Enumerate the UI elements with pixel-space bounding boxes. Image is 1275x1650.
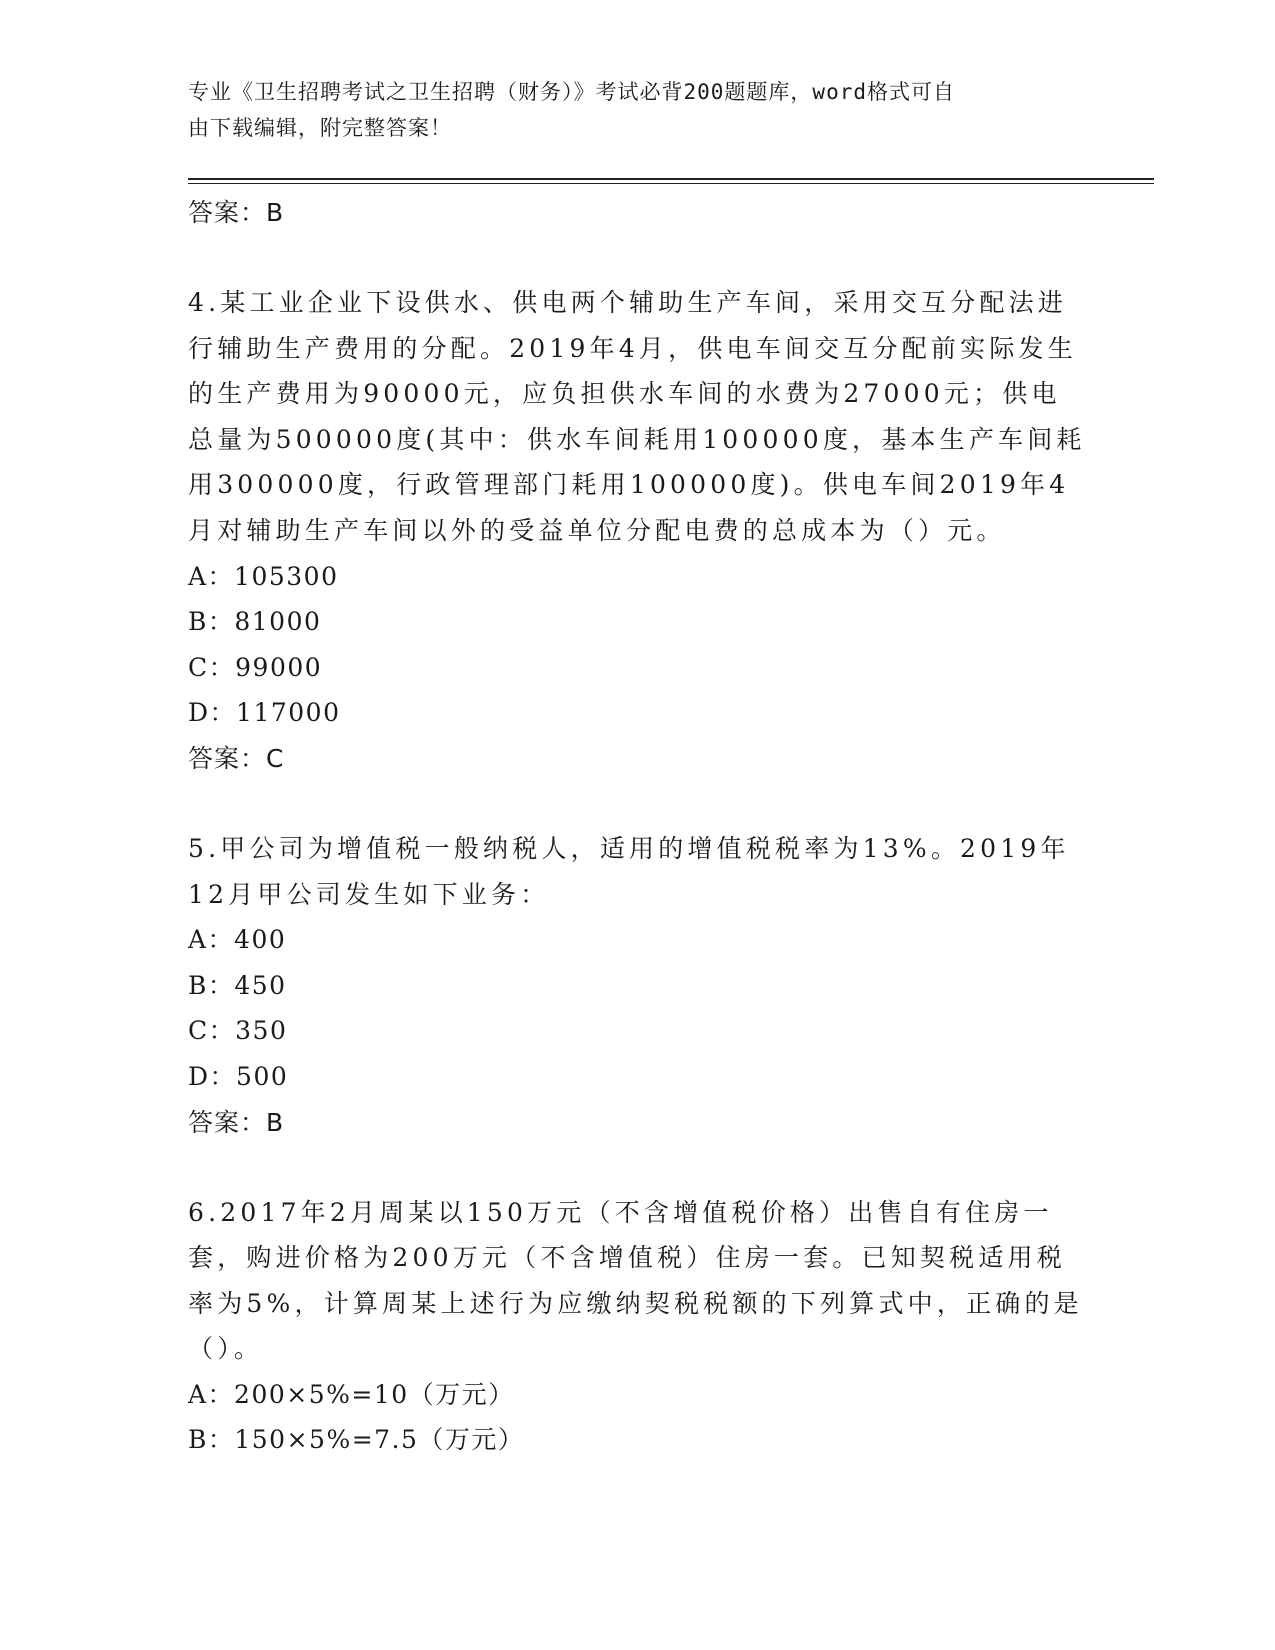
question-4 [188,280,1088,782]
spacer [188,236,1088,280]
header-line-2: 由下载编辑，附完整答案！ [188,116,452,140]
spacer [188,1146,1088,1190]
question-6-option-b: B：150×5%=7.5（万元） [188,1425,525,1455]
question-6-option-a: A：200×5%=10（万元） [188,1379,515,1409]
question-4-text: 4.某工业企业下设供水、供电两个辅助生产车间，采用交互分配法进行辅助生产费用的分配。2019年4月，供电车间交互分配前实际发生的生产费用为90000元，应负担供水车间的水费为27000元；供电总量为500000度(其中：供水车间耗用100000度，基本生产车间耗用300000度，行政管理部门耗用100000度)。供电车间2019年4月对辅助生产车间以外的受益单位分配电费的总成本为（）元。 [188,288,1086,545]
question-4-option-d: D：117000 [188,698,341,728]
question-4-option-c: C：99000 [188,652,323,682]
header-divider-thick [188,178,1154,180]
header-line-1: 专业《卫生招聘考试之卫生招聘（财务）》考试必背200题题库，word格式可自 [188,80,955,104]
question-6-text: 6.2017年2月周某以150万元（不含增值税价格）出售自有住房一套，购进价格为200万元（不含增值税）住房一套。已知契税适用税率为5%，计算周某上述行为应缴纳契税税额的下列算式中，正确的是（）。 [188,1197,1083,1364]
spacer [188,782,1088,826]
question-5-option-a: A：400 [188,925,287,955]
question-5 [188,826,1088,1146]
previous-answer: 答案：B [188,198,285,227]
header-divider-thin [188,183,1154,184]
question-6 [188,1190,1088,1464]
document-body [188,190,1088,1463]
question-5-option-d: D：500 [188,1061,289,1091]
question-5-text: 5.甲公司为增值税一般纳税人，适用的增值税税率为13%。2019年12月甲公司发生如下业务： [188,833,1070,909]
question-5-option-c: C：350 [188,1016,288,1046]
question-4-option-a: A：105300 [188,561,339,591]
question-4-option-b: B：81000 [188,607,322,637]
question-4-answer: 答案：C [188,743,285,773]
question-5-answer: 答案：B [188,1107,285,1137]
question-5-option-b: B：450 [188,970,287,1000]
document-header [188,74,1068,146]
